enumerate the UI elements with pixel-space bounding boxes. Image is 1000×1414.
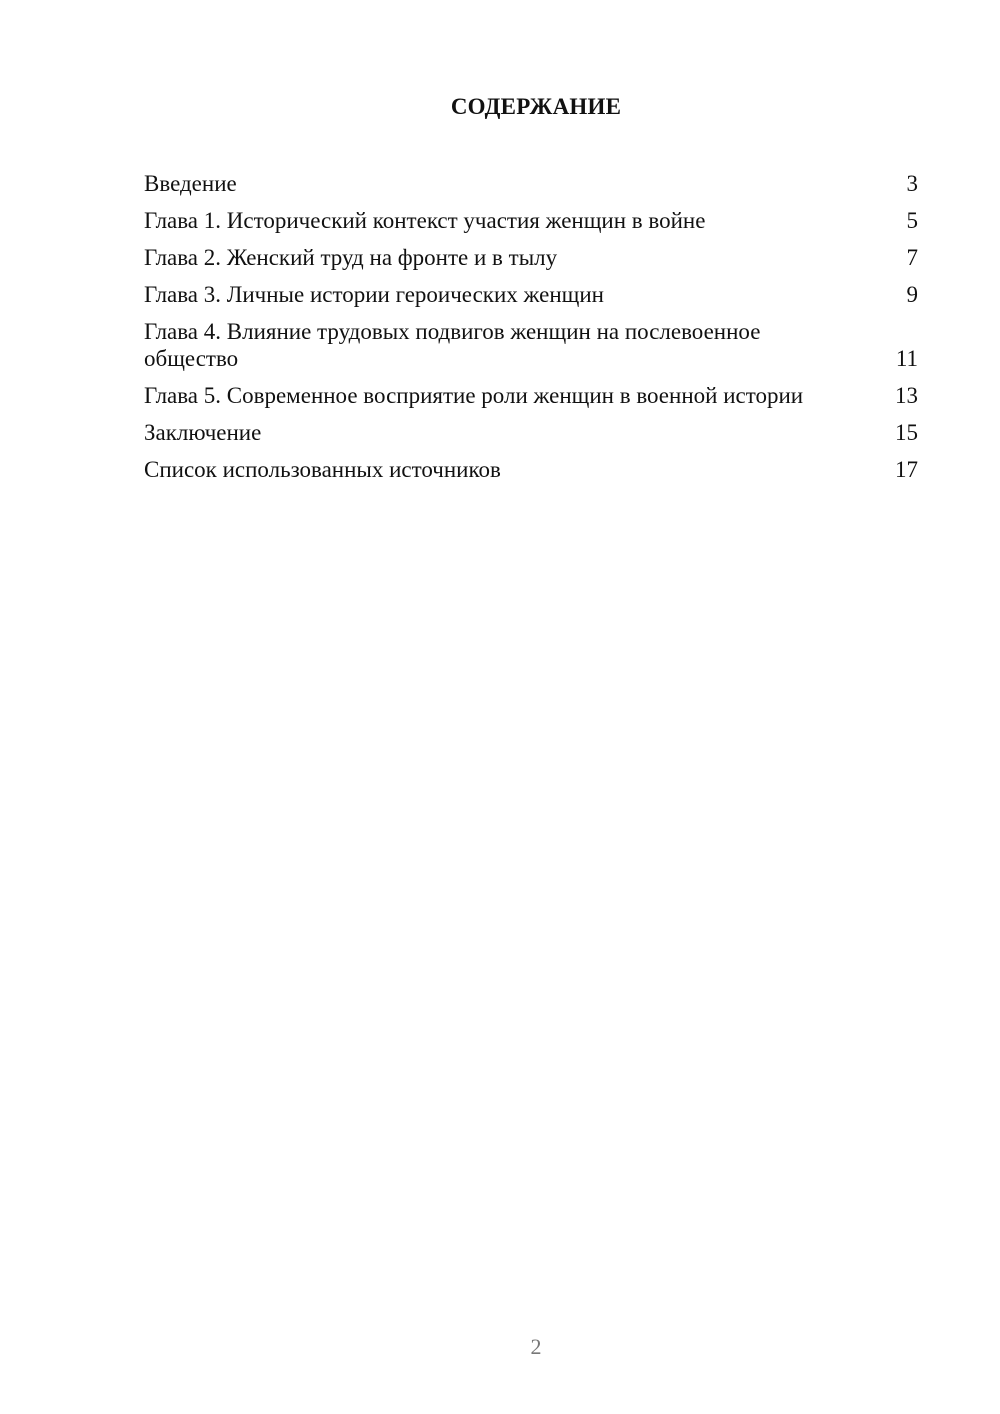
toc-entry-page: 15 xyxy=(895,420,918,445)
toc-entry-page: 3 xyxy=(906,171,918,196)
toc-entry-title: Заключение xyxy=(144,420,262,445)
toc-entry-title: Глава 1. Исторический контекст участия женщин в войне xyxy=(144,208,706,233)
toc-entry[interactable] xyxy=(144,318,918,372)
toc-entry-page: 7 xyxy=(906,245,918,270)
toc-entry-title: Введение xyxy=(144,171,237,196)
toc-entry-page: 13 xyxy=(895,383,918,408)
toc-entry-title: Глава 4. Влияние трудовых подвигов женщин на послевоенное общество xyxy=(144,319,761,371)
toc-entry[interactable] xyxy=(144,170,918,197)
toc-entry-page: 9 xyxy=(906,282,918,307)
toc-entry-title: Глава 2. Женский труд на фронте и в тылу xyxy=(144,245,558,270)
toc-entry[interactable] xyxy=(144,244,918,271)
toc-entry-page: 17 xyxy=(895,457,918,482)
table-of-contents xyxy=(144,170,918,493)
page-number: 2 xyxy=(530,1334,542,1359)
toc-entry[interactable] xyxy=(144,382,918,409)
toc-entry-title: Список использованных источников xyxy=(144,457,501,482)
toc-entry[interactable] xyxy=(144,456,918,483)
toc-entry[interactable] xyxy=(144,281,918,308)
toc-entry-page: 11 xyxy=(895,346,918,371)
toc-entry-title: Глава 5. Современное восприятие роли женщин в военной истории xyxy=(144,383,804,408)
toc-entry[interactable] xyxy=(144,419,918,446)
page-title: СОДЕРЖАНИЕ xyxy=(450,94,622,119)
toc-entry-page: 5 xyxy=(906,208,918,233)
toc-entry-title: Глава 3. Личные истории героических женщин xyxy=(144,282,604,307)
toc-entry[interactable] xyxy=(144,207,918,234)
